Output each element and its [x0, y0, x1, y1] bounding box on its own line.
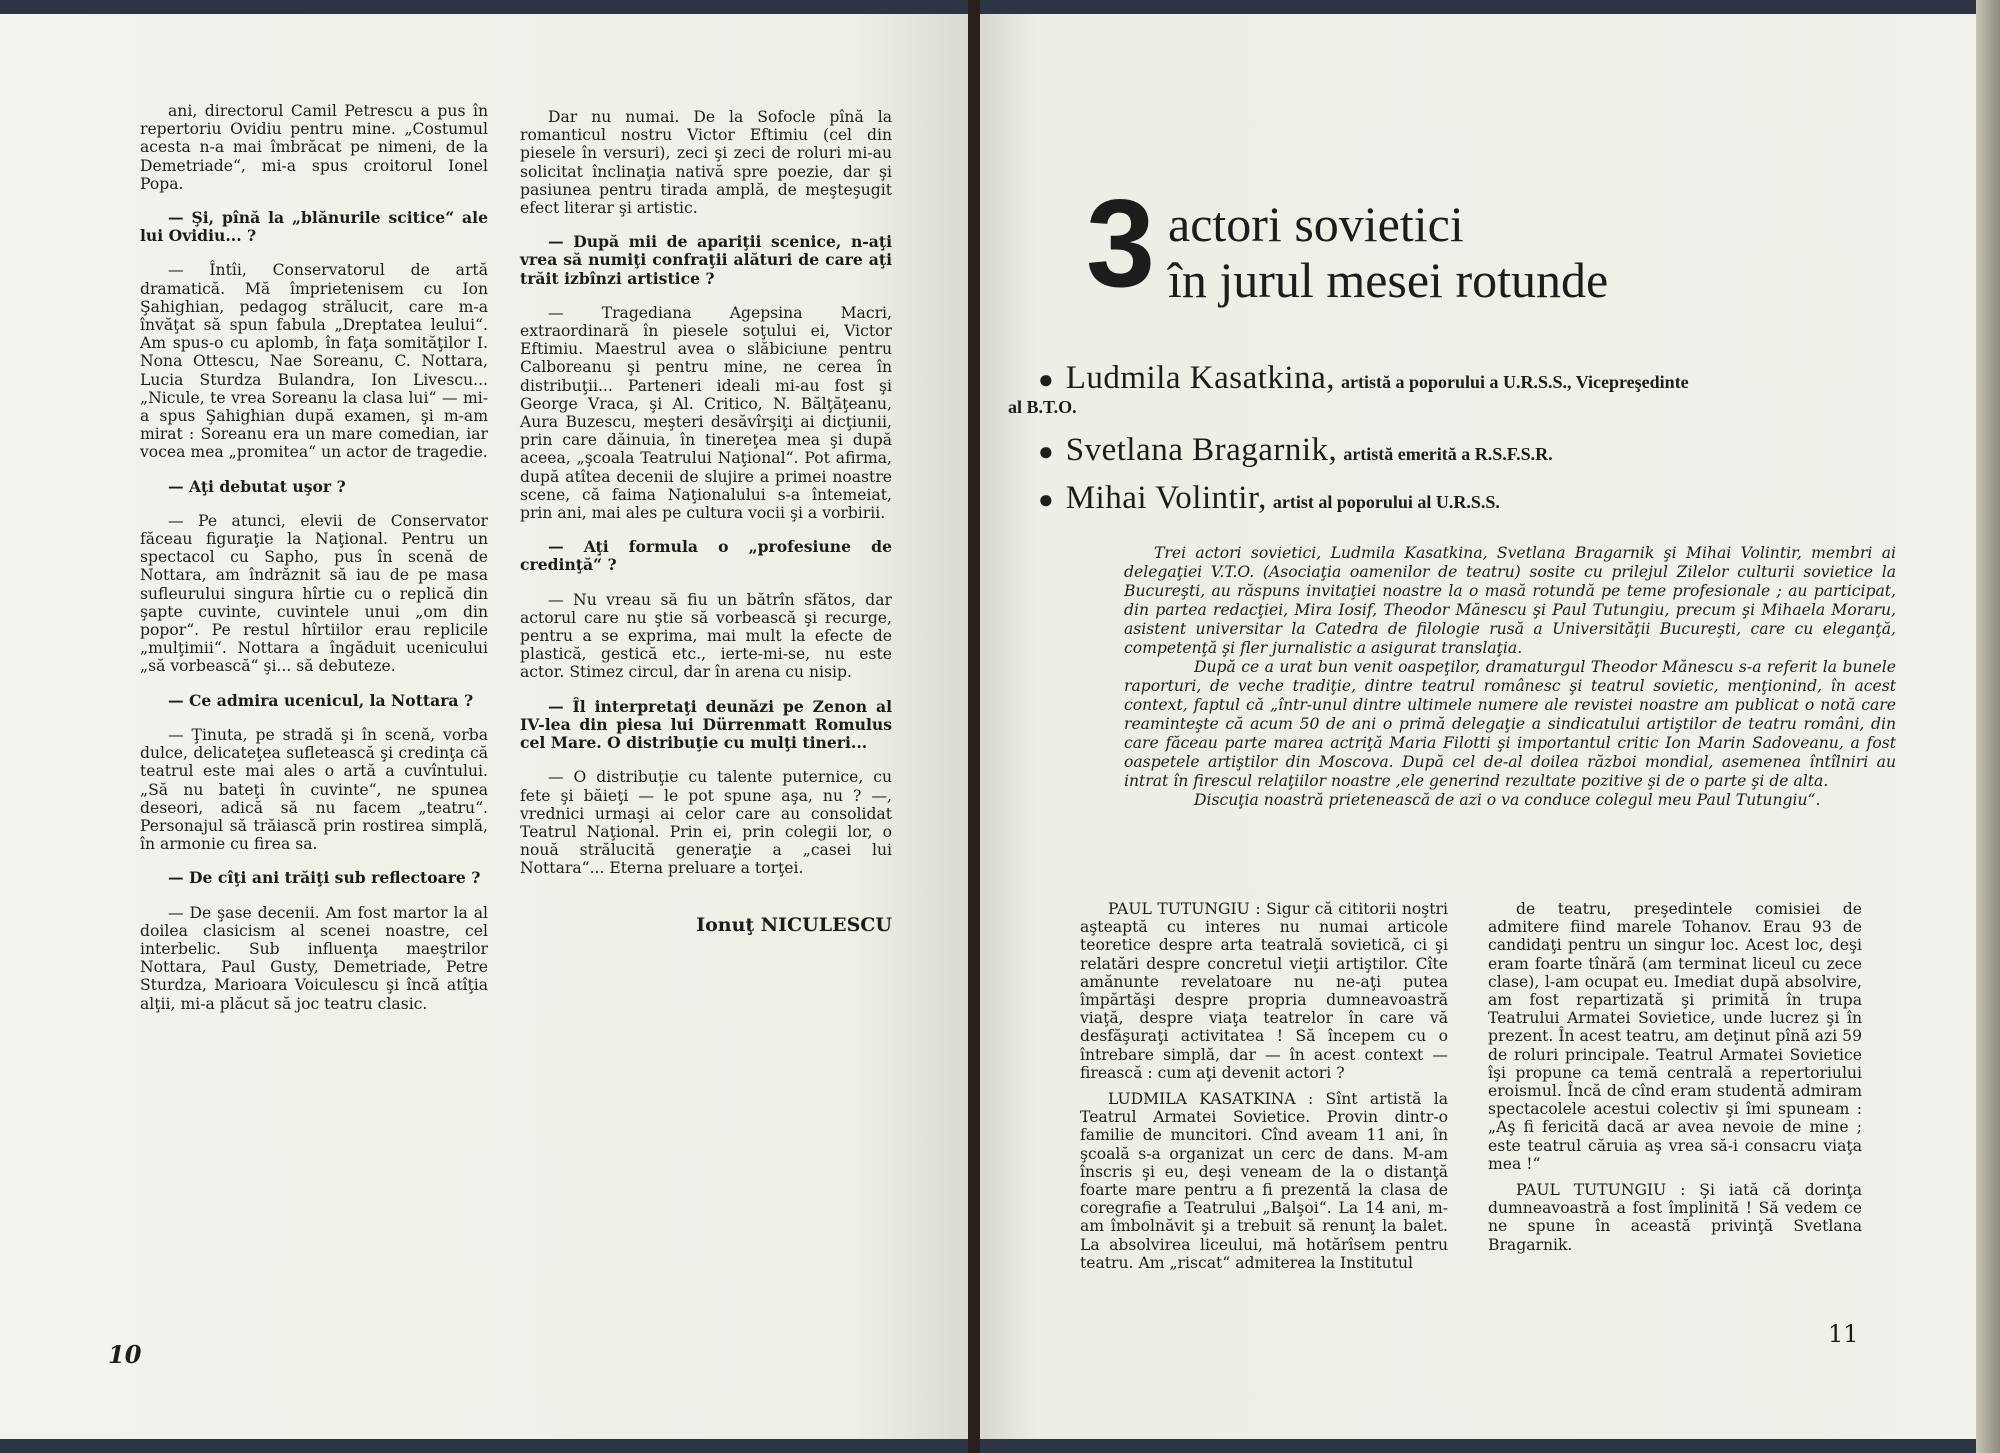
- interview-question: — Aţi formula o „profesiune de credinţă“ ?: [520, 537, 892, 575]
- headline: [1086, 175, 1946, 322]
- participant-role: artistă a poporului a U.R.S.S., Vicepreşedinte: [1340, 372, 1689, 392]
- participant-role: artist al poporului al U.R.S.S.: [1272, 492, 1500, 512]
- intro-paragraph-3: Discuţia noastră prietenească de azi o va conduce colegul meu Paul Tutungiu“.: [1194, 791, 1821, 809]
- intro-paragraph-2: După ce a urat bun venit oaspeţilor, dramaturgul Theodor Mănescu s-a referit la bunele raporturi, de veche tradiţie, dintre teatrul românesc şi teatrul sovietic, menţionind, în acest context, faptul că „într-unul dintre ultimele numere ale revistei noastre am publicat o notă care reaminteşte că acum 50 de ani o primă delegaţie a sindicatului artiştilor de teatru români, din care făceau parte marea actriţă Maria Filotti şi importantul critic Ion Marin Sadoveanu, a fost oaspetele artiştilor din Moscova. După cel de-al doilea război mondial, asemenea întîlniri au intrat în firescul relaţiilor noastre ,ele generind rezultate pozitive şi de o parte şi de alta.: [1124, 658, 1896, 790]
- participant-1: [1008, 360, 1888, 418]
- interview-question: — Îl interpretaţi deunăzi pe Zenon al IV-lea din piesa lui Dürrenmatt Romulus cel Mare. O distribuţie cu mulţi tineri...: [520, 696, 892, 753]
- intro-text: [1124, 544, 1896, 810]
- right-page: [976, 14, 1976, 1439]
- left-column-1: [140, 102, 488, 1021]
- paragraph: — Pe atunci, elevii de Conservator făceau figuraţie la Naţional. Pentru un spectacol cu Sapho, pus în scenă de Nottara, am îndrăznit să iau de pe masa sufleurului singura hîrtie cu o replică din şapte cuvinte, cuvintele unui „om din popor“. Pe restul hîrtiilor erau replicile „mulţimii“. Nottara a îngăduit ucenicului „să vorbească“ şi... să debuteze.: [140, 511, 488, 676]
- right-column-1: [1080, 900, 1448, 1280]
- interview-question: — De cîţi ani trăiţi sub reflectoare ?: [168, 868, 481, 888]
- interview-question: — Aţi debutat uşor ?: [168, 476, 346, 496]
- author-signature: Ionuţ NICULESCU: [696, 913, 892, 936]
- left-column-2: [520, 108, 892, 934]
- headline-number: 3: [1086, 175, 1155, 313]
- title-line-1: actori sovietici: [1168, 196, 1464, 252]
- bullet-icon: ●: [1038, 437, 1054, 466]
- participant-name: Mihai Volintir,: [1065, 480, 1267, 516]
- paragraph: — Tragediana Agepsina Macri, extraordinară în piesele soţului ei, Victor Eftimiu. Maestrul avea o slăbiciune pentru Calboreanu şi pentru mine, ne cerea în distribuţii... Parteneri ideali mi-au fost şi George Vraca, şi Al. Critico, N. Bălţăţeanu, Aura Buzescu, meşteri desăvîrşiţi ai dicţiunii, prin care dăinuia, în tinereţea mea şi după aceea, „şcoala Teatrului Naţional“. Pot afirma, după atîtea decenii de slujire a primei noastre scene, că faima Naţionalului s-a întemeiat, prin ani, mai ales pe cultura vocii şi a vorbirii.: [520, 303, 892, 523]
- participant-name: Ludmila Kasatkina,: [1065, 360, 1335, 396]
- participant-role: artistă emerită a R.S.F.S.R.: [1343, 444, 1553, 464]
- paragraph: LUDMILA KASATKINA : Sînt artistă la Teatrul Armatei Sovietice. Provin dintr-o familie de muncitori. Cînd aveam 11 ani, în şcoală s-a organizat un cerc de dans. M-am înscris şi eu, deşi veneam de la o distanţă foarte mare pentru a fi prezentă la clasa de coregrafie a Teatrului „Balşoi“. La 14 ani, m-am îmbolnăvit şi a trebuit să renunţ la balet. La absolvirea liceului, mă hotărîsem pentru teatru. Am „riscat“ admiterea la Institutul: [1080, 1090, 1448, 1272]
- paragraph: — De şase decenii. Am fost martor la al doilea clasicism al scenei noastre, cel interbelic. Sub influenţa maeştrilor Nottara, Paul Gusty, Demetriade, Petre Sturdza, Marioara Voiculescu şi încă atîţia alţii, mi-a plăcut să joc teatru clasic.: [140, 903, 488, 1013]
- page-number-left: 10: [108, 1340, 142, 1369]
- interview-question: — După mii de apariţii scenice, n-aţi vrea să numiţi confraţii alături de care aţi trăit izbînzi artistice ?: [520, 232, 892, 288]
- paragraph: PAUL TUTUNGIU : Şi iată că dorinţa dumneavoastră a fost împlinită ! Să vedem ce ne spune în această privinţă Svetlana Bragarnik.: [1488, 1181, 1862, 1254]
- participant-3: [1038, 480, 1888, 517]
- interview-question: — Şi, pînă la „blănurile scitice“ ale lui Ovidiu... ?: [140, 208, 488, 246]
- page-edges: [1976, 0, 2000, 1453]
- left-page: [0, 14, 972, 1439]
- paragraph: — Nu vreau să fiu un bătrîn sfătos, dar actorul care nu ştie să vorbească şi recurge, pentru a se exprima, mai mult la efecte de plastică, gestică etc., ierte-mi-se, nu este actor. Stimez circul, dar în arena cu nisip.: [520, 590, 892, 682]
- paragraph: PAUL TUTUNGIU : Sigur că cititorii noştri aşteaptă cu interes nu numai articole teoretice despre arta teatrală sovietică, ci şi relatări despre concretul vieţii artiştilor. Cîte amănunte revelatoare nu ne-aţi putea împărtăşi despre propria dumneavoastră viaţă, despre viaţa teatrelor în care vă desfăşuraţi activitatea ! Să începem cu o întrebare simplă, dar — în acest context — firească : cum aţi devenit actori ?: [1080, 900, 1448, 1082]
- paragraph: — Ţinuta, pe stradă şi în scenă, vorba dulce, delicateţea sufletească şi credinţa că teatrul este mai ales o artă a cuvîntului. „Să nu bateţi în cuvinte“, ne spunea deseori, adică să nu facem „teatru“. Personajul să trăiască prin rostirea simplă, în armonie cu firea sa.: [140, 725, 488, 854]
- intro-paragraph-1: Trei actori sovietici, Ludmila Kasatkina, Svetlana Bragarnik şi Mihai Volintir, membri ai delegaţiei V.T.O. (Asociaţia oamenilor de teatru) sosite cu prilejul Zilelor culturii sovietice la Bucureşti, au răspuns invitaţiei noastre la o masă rotundă pe teme profesionale ; au participat, din partea redacţiei, Mira Iosif, Theodor Mănescu şi Paul Tutungiu, precum şi Mihaela Moraru, asistent universitar la Catedra de filologie rusă a Universităţii Bucureşti, care cu eleganţă, competenţă şi fler jurnalistic a asigurat translaţia.: [1124, 544, 1896, 657]
- paragraph: ani, directorul Camil Petrescu a pus în repertoriu Ovidiu pentru mine. „Costumul acesta n-a mai îmbrăcat pe nimeni, de la Demetriade“, mi-a spus croitorul Ionel Popa.: [140, 102, 488, 193]
- right-column-2: [1488, 900, 1862, 1262]
- paragraph: Dar nu numai. De la Sofocle pînă la romanticul nostru Victor Eftimiu (cel din piesele în versuri), zeci şi zeci de roluri mi-au solicitat înclinaţia nativă spre poezie, dar şi pasiunea pentru tirada amplă, de meşteşugit efect literar şi artistic.: [520, 108, 892, 218]
- title-line-2: în jurul mesei rotunde: [1168, 252, 1609, 308]
- participant-name: Svetlana Bragarnik,: [1065, 432, 1338, 468]
- bullet-icon: ●: [1038, 365, 1054, 394]
- paragraph: — Întîi, Conservatorul de artă dramatică. Mă împrietenisem cu Ion Şahighian, pedagog strălucit, care m-a învăţat să spun fabula „Dreptatea leului“. Am spus-o cu aplomb, în faţa somităţilor I. Nona Ottescu, Nae Soreanu, C. Nottara, Lucia Sturdza Bulandra, Ion Livescu... „Nicule, te vrea Soreanu la clasa lui“ — mi-a spus Şahighian după examen, şi m-am mirat : Soreanu era un mare comedian, iar vocea mea „promitea“ un actor de tragedie.: [140, 261, 488, 462]
- interview-question: — Ce admira ucenicul, la Nottara ?: [168, 690, 474, 710]
- paragraph: de teatru, preşedintele comisiei de admitere fiind marele Tohanov. Erau 93 de candidaţi pentru un singur loc. Acest loc, deşi eram foarte tînără (am terminat liceul cu zece clase), l-am ocupat eu. Imediat după absolvire, am fost repartizată şi primită în trupa Teatrului Armatei Sovietice, unde lucrez şi în prezent. În acest teatru, am deţinut pînă azi 59 de roluri principale. Teatrul Armatei Sovietice îşi propune ca temă centrală a repertoriului eroismul. Încă de cînd eram studentă admiram spectacolele acestui colectiv şi îmi spuneam : „Aş fi fericită dacă ar avea nevoie de mine ; este teatrul căruia aş vrea să-i consacru viaţa mea !“: [1488, 900, 1862, 1173]
- bullet-icon: ●: [1038, 485, 1054, 514]
- participant-2: [1038, 432, 1888, 469]
- page-number-right: 11: [1828, 1320, 1859, 1348]
- paragraph: — O distribuţie cu talente puternice, cu fete şi băieţi — le pot spune aşa, nu ? —, vrednici urmaşi ai celor care au consolidat Teatrul Naţional. Prin ei, prin colegii lor, o nouă strălucită generaţie a „casei lui Nottara“... Eterna preluare a torţei.: [520, 768, 892, 878]
- participant-role-cont: al B.T.O.: [1008, 397, 1077, 417]
- book-spine: [968, 0, 980, 1453]
